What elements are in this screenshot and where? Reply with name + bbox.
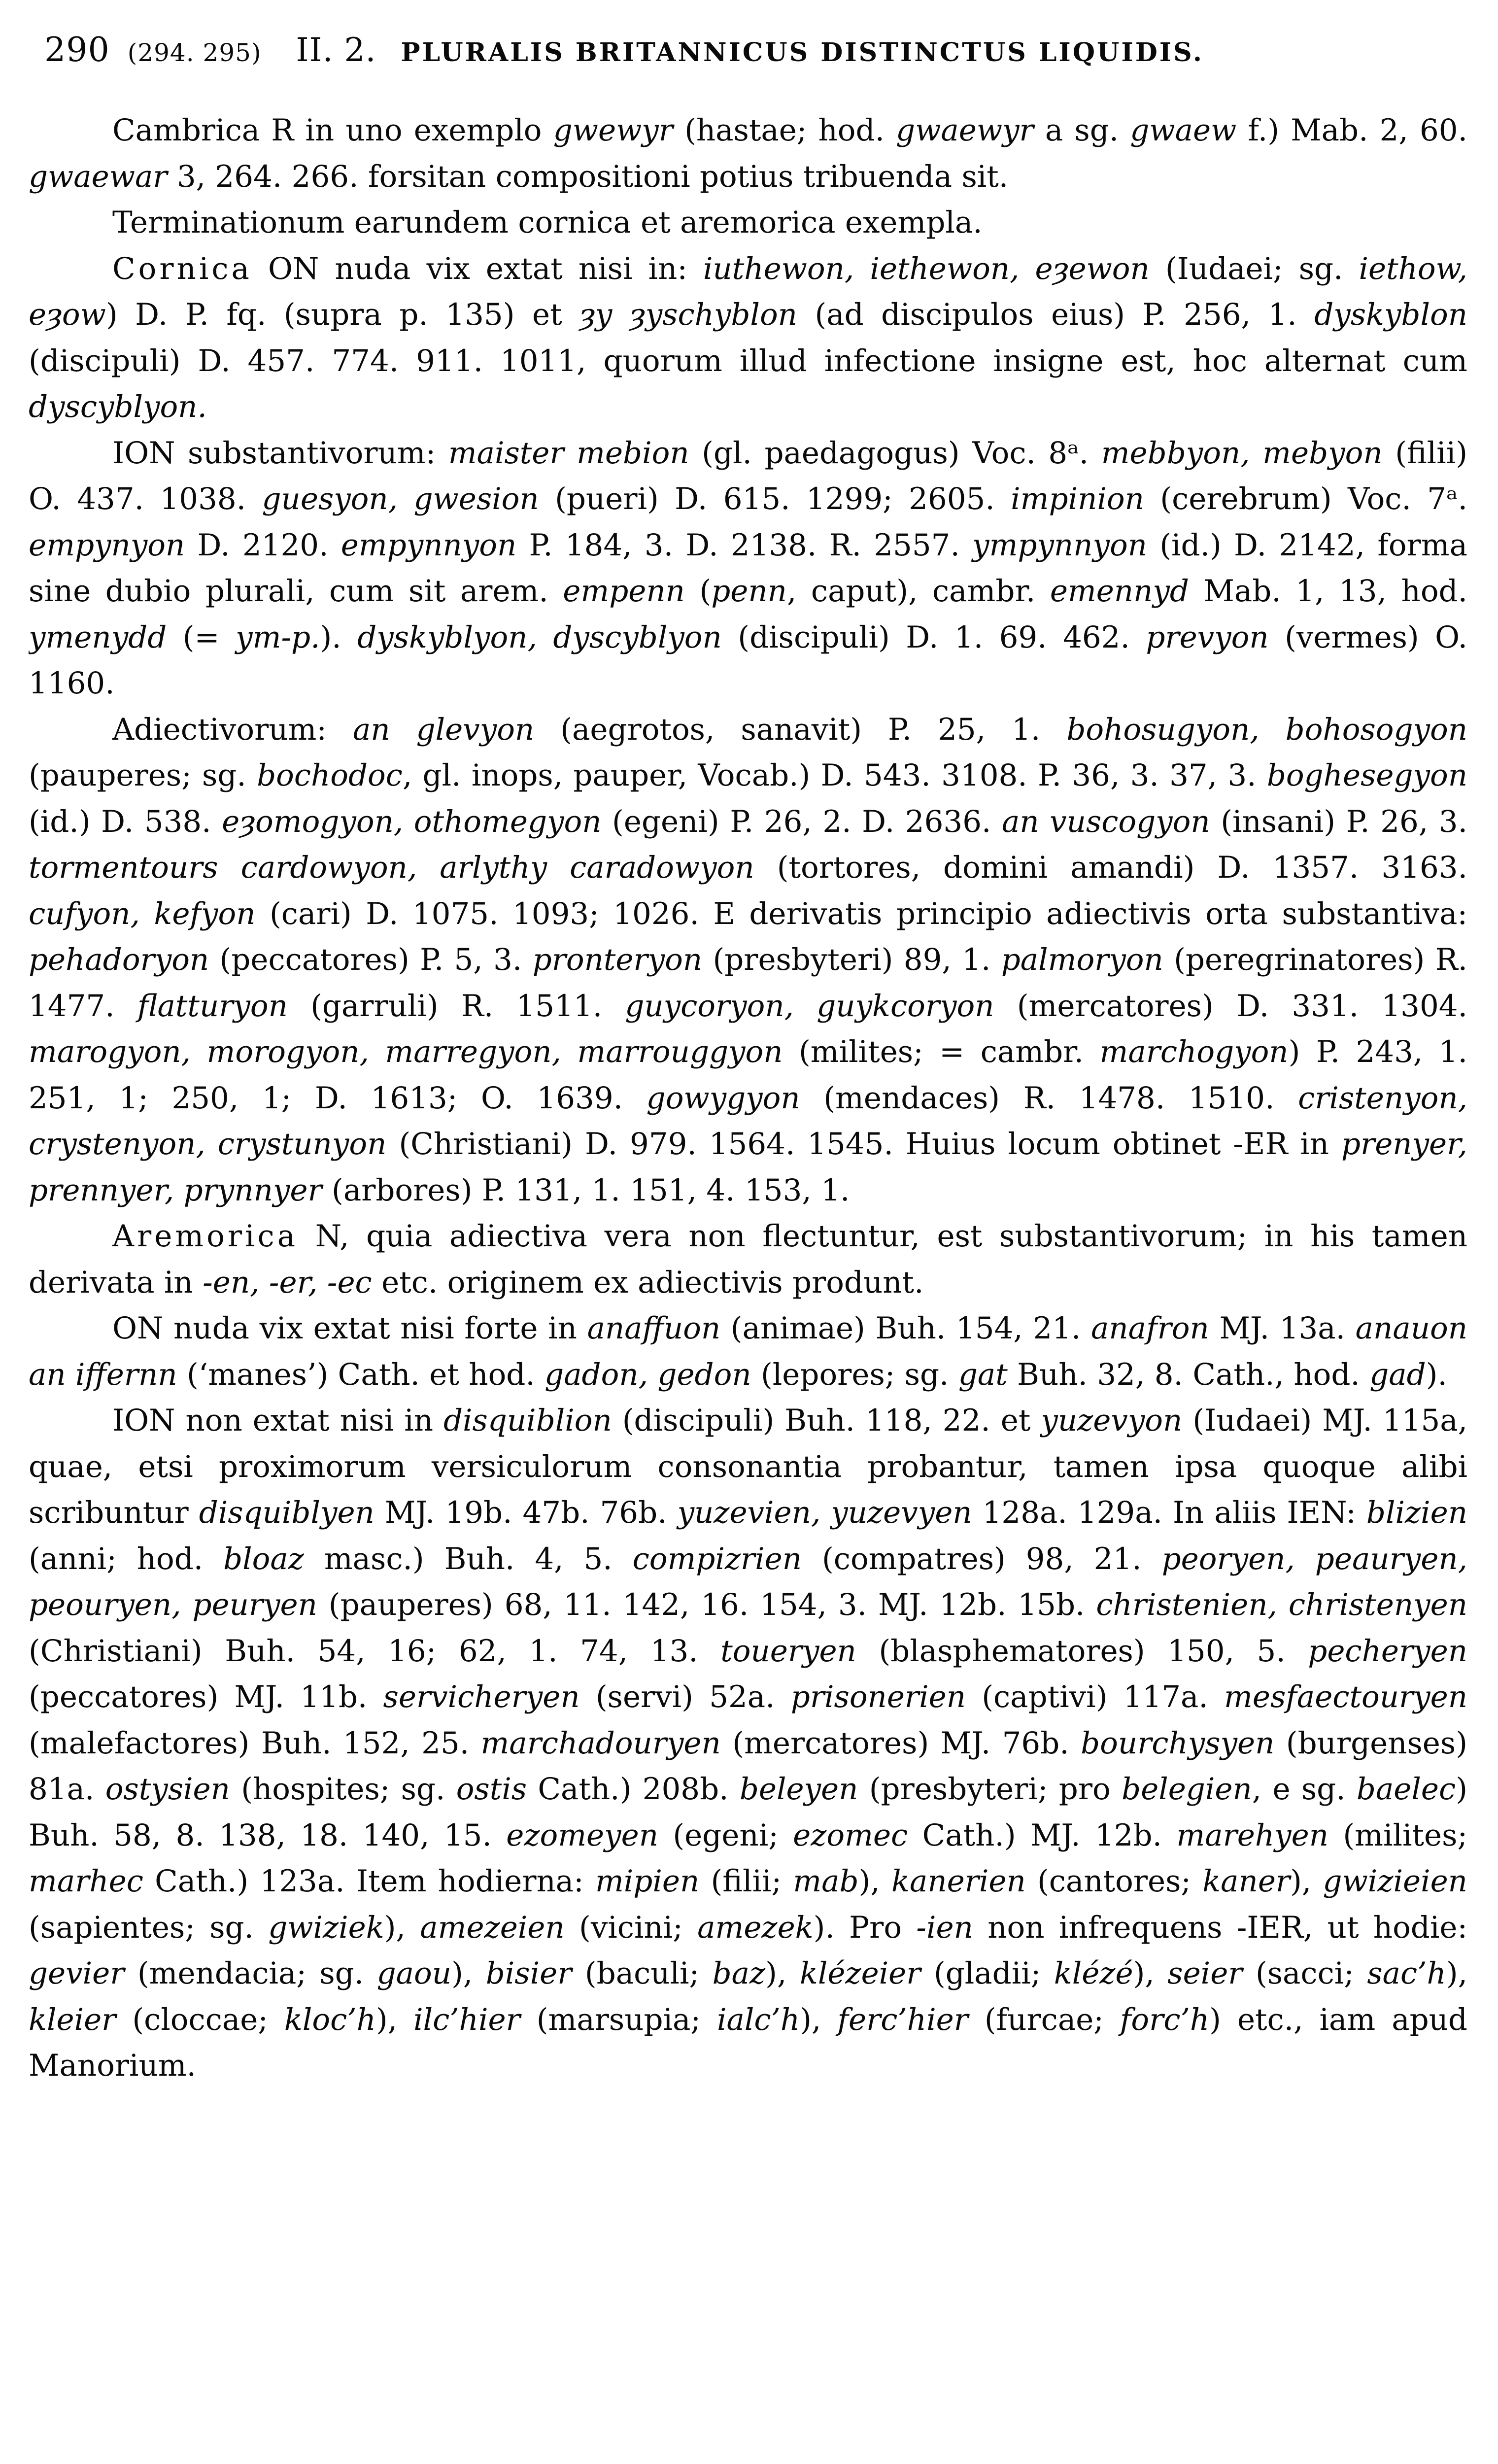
text-run: (hastae; hod. <box>673 113 896 148</box>
italic-word: mab <box>793 1864 859 1899</box>
text-run: (milites; = cambr. <box>783 1034 1100 1069</box>
italic-word: forc’h <box>1120 2002 1210 2037</box>
text-run: Cath.) 123a. Item hodierna: <box>143 1864 595 1899</box>
italic-word: gwaewar <box>29 159 168 194</box>
text-run: (compatres) 98, 21. <box>802 1541 1162 1576</box>
italic-word: kloc’h <box>284 2002 376 2037</box>
italic-word: impinion <box>1011 481 1144 516</box>
italic-word: eȝomogyon, othomegyon <box>222 804 602 839</box>
text-run: (pauperes) 68, 11. 142, 16. 154, 3. MJ. 12b. 15b. <box>317 1587 1096 1622</box>
italic-word: bourchysyen <box>1081 1725 1275 1761</box>
italic-word: marogyon, morogyon, marregyon, marrouggyon <box>29 1034 783 1069</box>
italic-word: bloaz <box>223 1541 304 1576</box>
text-run: (peregrinatores) R. 1477. <box>29 942 1467 1024</box>
text-run: , caput), cambr. <box>786 574 1050 609</box>
text-run: Adiectivorum: <box>112 712 353 747</box>
text-run: (anni; hod. <box>29 1541 224 1576</box>
italic-word: dyskyblyon, dyscyblyon <box>357 619 722 655</box>
text-run: (‘manes’) Cath. et hod. <box>177 1357 545 1392</box>
text-run: ), <box>1290 1864 1323 1899</box>
text-run: (pueri) D. 615. 1299; 2605. <box>539 481 1011 516</box>
text-run: (egeni; <box>658 1817 793 1853</box>
text-run: (mendacia; sg. <box>124 1956 377 1991</box>
italic-word: an glevyon <box>352 712 535 747</box>
italic-word: mesfaectouryen <box>1224 1679 1467 1714</box>
text-run: (= <box>167 619 236 655</box>
italic-word: ymenydd <box>29 619 167 655</box>
italic-word: -en, -er, -ec <box>203 1265 372 1300</box>
italic-word: gwiziek <box>268 1910 384 1945</box>
italic-word: gad <box>1369 1357 1426 1392</box>
italic-word: mipien <box>595 1864 700 1899</box>
text-run: (sapientes; sg. <box>29 1910 269 1945</box>
italic-word: anauon an iffernn <box>29 1311 1467 1392</box>
italic-word: bochodoc <box>257 758 403 793</box>
text-run: (furcae; <box>968 2002 1120 2037</box>
italic-word: gat <box>958 1357 1008 1392</box>
italic-word: empynnyon <box>340 527 517 563</box>
italic-word: ferc’hier <box>837 2002 968 2037</box>
text-run: (lepores; sg. <box>751 1357 958 1392</box>
text-run: ) Buh. 58, 8. 138, 18. 140, 15. <box>29 1772 1467 1853</box>
text-run: (id.) D. 538. <box>29 804 222 839</box>
italic-word: flatturyon <box>137 988 288 1024</box>
text-run: ) D. P. fq. (supra p. 135) et <box>105 297 580 332</box>
italic-word: prevyon <box>1146 619 1269 655</box>
italic-word: boghesegyon <box>1266 758 1467 793</box>
italic-word: -ien <box>916 1910 973 1945</box>
italic-word: amezeien <box>420 1910 565 1945</box>
text-run: (Christiani) Buh. 54, 16; 62, 1. 74, 13. <box>29 1633 721 1669</box>
text-run: non infrequens -IER, ut hodie: <box>973 1910 1467 1945</box>
italic-word: iethow, eȝow <box>29 251 1467 332</box>
text-run: (peccatores) P. 5, 3. <box>209 942 533 977</box>
italic-word: iuthewon, iethewon, eȝewon <box>703 251 1150 286</box>
italic-word: klézeier <box>799 1956 921 1991</box>
italic-word: ezomec <box>793 1817 908 1853</box>
spaced-word: Aremorica <box>112 1219 299 1254</box>
text-run: Cath.) 208b. <box>527 1772 740 1807</box>
text-run: ). Pro <box>813 1910 917 1945</box>
italic-word: maister mebion <box>448 435 689 471</box>
italic-word: kaner <box>1202 1864 1291 1899</box>
text-run: Cambrica R in uno exemplo <box>112 113 553 148</box>
italic-word: ostis <box>456 1772 527 1807</box>
text-run: (insani) P. 26, 3. <box>1210 804 1467 839</box>
italic-word: marchadouryen <box>480 1725 721 1761</box>
italic-word: emennyd <box>1050 574 1189 609</box>
italic-word: bisier <box>485 1956 572 1991</box>
italic-word: peoryen, peauryen, peouryen, peuryen <box>29 1541 1467 1622</box>
text-run: MJ. 13a. <box>1209 1311 1356 1346</box>
text-run: (discipuli) D. 457. 774. 911. 1011, quorum illud infectione insigne est, hoc alternat cum <box>29 343 1467 378</box>
text-run: a sg. <box>1033 113 1130 148</box>
italic-word: kanerien <box>891 1864 1026 1899</box>
italic-word: kleier <box>29 2002 116 2037</box>
text-run: (animae) Buh. 154, 21. <box>720 1311 1091 1346</box>
text-run: (mercatores) MJ. 76b. <box>720 1725 1081 1761</box>
italic-word: penn <box>711 574 787 609</box>
text-run: (filii; <box>699 1864 793 1899</box>
text-run: (marsupia; <box>520 2002 717 2037</box>
italic-word: christenien, christenyen <box>1096 1587 1467 1622</box>
text-run: (vicini; <box>564 1910 698 1945</box>
text-run: ), <box>1446 1956 1467 1991</box>
text-run: (malefactores) Buh. 152, 25. <box>29 1725 481 1761</box>
italic-word: disquiblion <box>443 1403 612 1438</box>
text-run: Terminationum earundem cornica et aremorica exempla. <box>112 205 983 240</box>
italic-word: marchogyon <box>1099 1034 1289 1069</box>
text-run: ) P. 243, 1. 251, 1; 250, 1; D. 1613; O. 1639. <box>29 1034 1467 1116</box>
italic-word: ym-p. <box>236 619 320 655</box>
italic-word: mebbyon, mebyon <box>1101 435 1383 471</box>
paragraph-cornica-on <box>29 246 1467 430</box>
italic-word: prenyer, prennyer, prynnyer <box>29 1127 1467 1208</box>
italic-word: disquiblyen <box>199 1495 374 1530</box>
text-run: ) etc., iam apud Manorium. <box>29 2002 1467 2083</box>
text-run: (discipuli) D. 1. 69. 462. <box>721 619 1146 655</box>
page-body <box>29 107 1467 2464</box>
text-run: (garruli) R. 1511. <box>287 988 625 1024</box>
italic-word: baelec <box>1356 1772 1456 1807</box>
text-run: (hospites; sg. <box>230 1772 456 1807</box>
italic-word: compizrien <box>632 1541 802 1576</box>
italic-word: guycoryon, guykcoryon <box>625 988 994 1024</box>
text-run: ), <box>858 1864 891 1899</box>
text-run: masc.) Buh. 4, 5. <box>304 1541 633 1576</box>
italic-word: belegien <box>1122 1772 1252 1807</box>
italic-word: yuzevien, yuzevyen <box>677 1495 972 1530</box>
text-run: (baculi; <box>572 1956 713 1991</box>
text-run: 128a. 129a. In aliis IEN: <box>972 1495 1366 1530</box>
italic-word: tormentours cardowyon, arlythy caradowyon <box>29 850 754 885</box>
italic-word: gwaewyr <box>896 113 1034 148</box>
spaced-word: Cornica <box>112 251 252 286</box>
italic-word: empynyon <box>29 527 185 563</box>
italic-word: klézé <box>1054 1956 1133 1991</box>
running-title: PLURALIS BRITANNICUS DISTINCTUS LIQUIDIS. <box>401 37 1204 68</box>
text-run: ( <box>684 574 712 609</box>
italic-word: prisonerien <box>790 1679 966 1714</box>
text-run: MJ. 19b. 47b. 76b. <box>374 1495 678 1530</box>
text-run: (cari) D. 1075. 1093; 1026. E derivatis principio adiectivis orta substantiva: <box>255 896 1467 931</box>
text-run: Cath.) MJ. 12b. <box>908 1817 1177 1853</box>
text-run: N, quia adiectiva vera non flectuntur, est substantivorum; in his tamen derivata in <box>29 1219 1467 1300</box>
paragraph-aremorica-n <box>29 1213 1467 1305</box>
text-run: Mab. 1, 13, hod. <box>1189 574 1467 609</box>
text-run: , gl. inops, pauper, Vocab.) D. 543. 3108. P. 36, 3. 37, 3. <box>402 758 1267 793</box>
italic-word: anaffuon <box>587 1311 721 1346</box>
text-run: ), <box>451 1956 486 1991</box>
italic-word: pecheryen <box>1308 1633 1467 1669</box>
text-run: (milites; <box>1328 1817 1467 1853</box>
running-header <box>44 31 1473 80</box>
page-refs: (294. 295) <box>127 38 262 67</box>
text-run: (Iudaei) MJ. 115a, quae, etsi proximorum versiculorum consonantia probantur, tamen ipsa quoque alibi scribuntur <box>29 1403 1467 1530</box>
paragraph-adiectivorum <box>29 707 1467 1214</box>
italic-word: gowygyon <box>646 1080 800 1116</box>
italic-word: amezek <box>697 1910 814 1945</box>
text-run: etc. originem ex adiectivis produnt. <box>372 1265 924 1300</box>
italic-word: ympynnyon <box>972 527 1147 563</box>
paragraph-ion-substantivorum <box>29 430 1467 707</box>
italic-word: guesyon, gwesion <box>262 481 539 516</box>
text-run: (vermes) O. 1160. <box>29 619 1467 701</box>
italic-word: ostysien <box>105 1772 230 1807</box>
text-run: (aegrotos, sanavit) P. 25, 1. <box>534 712 1067 747</box>
text-run: (discipuli) Buh. 118, 22. et <box>612 1403 1041 1438</box>
text-run: (presbyteri) 89, 1. <box>702 942 1001 977</box>
text-run: f.) Mab. 2, 60. <box>1236 113 1467 148</box>
italic-word: seier <box>1167 1956 1243 1991</box>
text-run: (arbores) P. 131, 1. 151, 4. 153, 1. <box>322 1172 850 1208</box>
italic-word: pehadoryon <box>29 942 209 977</box>
text-run: (mendaces) R. 1478. 1510. <box>800 1080 1298 1116</box>
paragraph-cambrica-r <box>29 107 1467 200</box>
text-run: ON nuda vix extat nisi in: <box>252 251 703 286</box>
text-run: D. 2120. <box>185 527 341 563</box>
text-run: (pauperes; sg. <box>29 758 257 793</box>
text-run: 3, 264. 266. forsitan compositioni potius tribuenda sit. <box>167 159 1009 194</box>
text-run: (egeni) P. 26, 2. D. 2636. <box>601 804 1002 839</box>
italic-word: gwizieien <box>1323 1864 1467 1899</box>
text-run: ), <box>800 2002 838 2037</box>
page-number: 290 <box>44 31 110 69</box>
italic-word: ȝy ȝyschyblon <box>579 297 797 332</box>
text-run: ). <box>320 619 358 655</box>
text-run: ), <box>1133 1956 1168 1991</box>
italic-word: marhec <box>29 1864 143 1899</box>
italic-word: dyscyblyon. <box>29 389 207 424</box>
text-run: (sacci; <box>1242 1956 1367 1991</box>
italic-word: palmoryon <box>1001 942 1163 977</box>
italic-word: marehyen <box>1176 1817 1328 1853</box>
paragraph-on-nuda <box>29 1305 1467 1398</box>
text-run: (tortores, domini amandi) D. 1357. 3163. <box>754 850 1467 885</box>
text-run: ), <box>384 1910 420 1945</box>
italic-word: ialc’h <box>716 2002 800 2037</box>
text-run: ), <box>375 2002 414 2037</box>
italic-word: gadon, gedon <box>545 1357 751 1392</box>
italic-word: baz <box>712 1956 766 1991</box>
text-run: Buh. 32, 8. Cath., hod. <box>1007 1357 1370 1392</box>
italic-word: blizien <box>1366 1495 1467 1530</box>
italic-word: dyskyblon <box>1314 297 1467 332</box>
paragraph-ion-non-extat <box>29 1398 1467 2089</box>
italic-word: anafron <box>1091 1311 1209 1346</box>
italic-word: bohosugyon, bohosogyon <box>1066 712 1467 747</box>
text-run: (gladii; <box>920 1956 1054 1991</box>
italic-word: ilc’hier <box>413 2002 520 2037</box>
italic-word: servicheryen <box>383 1679 580 1714</box>
section-number: II. 2. <box>296 31 376 69</box>
text-run: (peccatores) MJ. 11b. <box>29 1679 383 1714</box>
paragraph-terminationum <box>29 200 1467 246</box>
text-run: ION non extat nisi in <box>112 1403 443 1438</box>
text-run: (id.) D. 2142, forma sine dubio plurali, cum sit arem. <box>29 527 1467 609</box>
text-run: P. 184, 3. D. 2138. R. 2557. <box>516 527 973 563</box>
text-run: (cantores; <box>1025 1864 1203 1899</box>
italic-word: an vuscogyon <box>1001 804 1210 839</box>
italic-word: toueryen <box>720 1633 856 1669</box>
text-run: (burgenses) 81a. <box>29 1725 1467 1807</box>
text-run: (captivi) 117a. <box>966 1679 1225 1714</box>
text-run: (filii) O. 437. 1038. <box>29 435 1467 516</box>
text-run: (presbyteri; pro <box>858 1772 1122 1807</box>
italic-word: gevier <box>29 1956 125 1991</box>
text-run: (ad discipulos eius) P. 256, 1. <box>797 297 1315 332</box>
italic-word: empenn <box>563 574 685 609</box>
text-run: ON nuda vix extat nisi forte in <box>112 1311 587 1346</box>
text-run: ION substantivorum: <box>112 435 448 471</box>
text-run: (gl. paedagogus) Voc. 8ᵃ. <box>689 435 1101 471</box>
text-run: (blasphematores) 150, 5. <box>856 1633 1308 1669</box>
italic-word: gaou <box>376 1956 452 1991</box>
text-run: , e sg. <box>1252 1772 1357 1807</box>
text-run: ), <box>765 1956 800 1991</box>
text-run: (mercatores) D. 331. 1304. <box>994 988 1467 1024</box>
italic-word: sac’h <box>1367 1956 1446 1991</box>
italic-word: cufyon, kefyon <box>29 896 256 931</box>
text-run: ). <box>1426 1357 1447 1392</box>
italic-word: gwaew <box>1130 113 1237 148</box>
italic-word: cristenyon, crystenyon, crystunyon <box>29 1080 1467 1162</box>
italic-word: yuzevyon <box>1041 1403 1183 1438</box>
text-run: (servi) 52a. <box>579 1679 791 1714</box>
text-run: (Christiani) D. 979. 1564. 1545. Huius locum obtinet -ER in <box>386 1127 1341 1162</box>
text-run: (Iudaei; sg. <box>1149 251 1359 286</box>
italic-word: pronteryon <box>532 942 703 977</box>
italic-word: beleyen <box>739 1772 858 1807</box>
text-run: (cloccae; <box>116 2002 284 2037</box>
italic-word: gwewyr <box>553 113 673 148</box>
italic-word: ezomeyen <box>506 1817 659 1853</box>
text-run: (cerebrum) Voc. 7ᵃ. <box>1144 481 1467 516</box>
